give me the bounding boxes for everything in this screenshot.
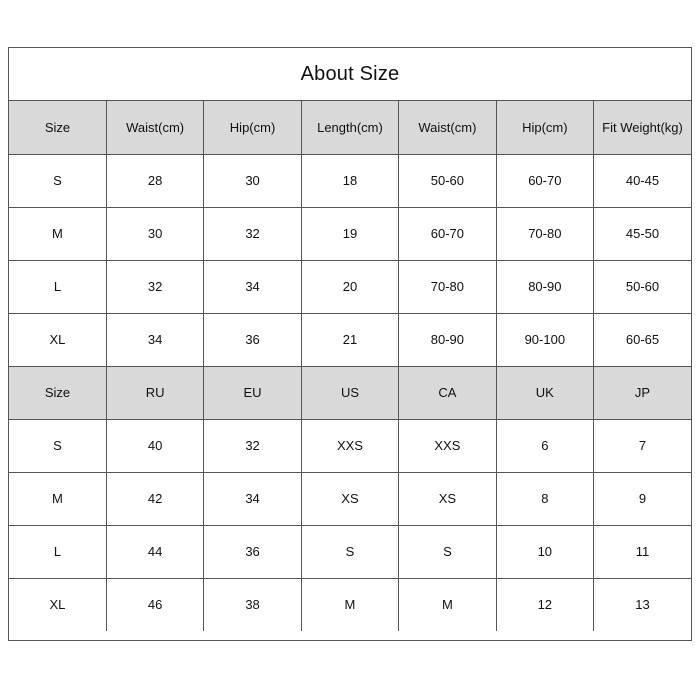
cell-fit-weight: 50-60	[594, 260, 691, 313]
cell-waist: 32	[106, 260, 203, 313]
cell-size: XL	[9, 313, 106, 366]
table-row	[9, 419, 691, 472]
header-jp: JP	[594, 366, 691, 419]
cell-jp: 9	[594, 472, 691, 525]
header-waist: Waist(cm)	[106, 101, 203, 154]
cell-hip: 36	[204, 313, 301, 366]
cell-uk: 12	[496, 578, 593, 631]
header-ca: CA	[399, 366, 496, 419]
header-eu: EU	[204, 366, 301, 419]
cell-body-waist: 70-80	[399, 260, 496, 313]
cell-waist: 34	[106, 313, 203, 366]
cell-us: XXS	[301, 419, 398, 472]
cell-size: M	[9, 207, 106, 260]
cell-us: M	[301, 578, 398, 631]
cell-waist: 30	[106, 207, 203, 260]
table-row	[9, 578, 691, 631]
cell-body-hip: 70-80	[496, 207, 593, 260]
cell-body-hip: 90-100	[496, 313, 593, 366]
cell-eu: 34	[204, 472, 301, 525]
table-row	[9, 313, 691, 366]
cell-body-waist: 50-60	[399, 154, 496, 207]
size-chart	[8, 47, 692, 641]
header-size: Size	[9, 101, 106, 154]
table-row	[9, 207, 691, 260]
cell-ca: XS	[399, 472, 496, 525]
cell-size: S	[9, 419, 106, 472]
header-fit-weight: Fit Weight(kg)	[594, 101, 691, 154]
cell-fit-weight: 45-50	[594, 207, 691, 260]
cell-eu: 38	[204, 578, 301, 631]
table-row	[9, 154, 691, 207]
cell-body-hip: 80-90	[496, 260, 593, 313]
cell-length: 20	[301, 260, 398, 313]
cell-jp: 7	[594, 419, 691, 472]
cell-length: 18	[301, 154, 398, 207]
conversion-header-row	[9, 366, 691, 419]
header-body-waist: Waist(cm)	[399, 101, 496, 154]
cell-waist: 28	[106, 154, 203, 207]
cell-fit-weight: 40-45	[594, 154, 691, 207]
table-row	[9, 260, 691, 313]
header-uk: UK	[496, 366, 593, 419]
cell-hip: 30	[204, 154, 301, 207]
table-row	[9, 472, 691, 525]
header-length: Length(cm)	[301, 101, 398, 154]
cell-hip: 34	[204, 260, 301, 313]
cell-ru: 44	[106, 525, 203, 578]
cell-eu: 36	[204, 525, 301, 578]
header-size: Size	[9, 366, 106, 419]
cell-length: 21	[301, 313, 398, 366]
cell-body-hip: 60-70	[496, 154, 593, 207]
cell-jp: 13	[594, 578, 691, 631]
measurement-header-row	[9, 101, 691, 154]
cell-fit-weight: 60-65	[594, 313, 691, 366]
cell-eu: 32	[204, 419, 301, 472]
header-body-hip: Hip(cm)	[496, 101, 593, 154]
header-hip: Hip(cm)	[204, 101, 301, 154]
cell-body-waist: 80-90	[399, 313, 496, 366]
header-us: US	[301, 366, 398, 419]
cell-us: S	[301, 525, 398, 578]
cell-ru: 46	[106, 578, 203, 631]
table-row	[9, 525, 691, 578]
cell-uk: 8	[496, 472, 593, 525]
cell-uk: 6	[496, 419, 593, 472]
cell-ru: 40	[106, 419, 203, 472]
cell-length: 19	[301, 207, 398, 260]
cell-ru: 42	[106, 472, 203, 525]
cell-jp: 11	[594, 525, 691, 578]
cell-us: XS	[301, 472, 398, 525]
cell-size: M	[9, 472, 106, 525]
cell-ca: XXS	[399, 419, 496, 472]
header-ru: RU	[106, 366, 203, 419]
cell-ca: S	[399, 525, 496, 578]
cell-size: L	[9, 260, 106, 313]
cell-ca: M	[399, 578, 496, 631]
cell-body-waist: 60-70	[399, 207, 496, 260]
cell-size: L	[9, 525, 106, 578]
chart-title: About Size	[9, 48, 691, 101]
size-table	[9, 101, 691, 631]
cell-size: S	[9, 154, 106, 207]
cell-uk: 10	[496, 525, 593, 578]
cell-hip: 32	[204, 207, 301, 260]
cell-size: XL	[9, 578, 106, 631]
